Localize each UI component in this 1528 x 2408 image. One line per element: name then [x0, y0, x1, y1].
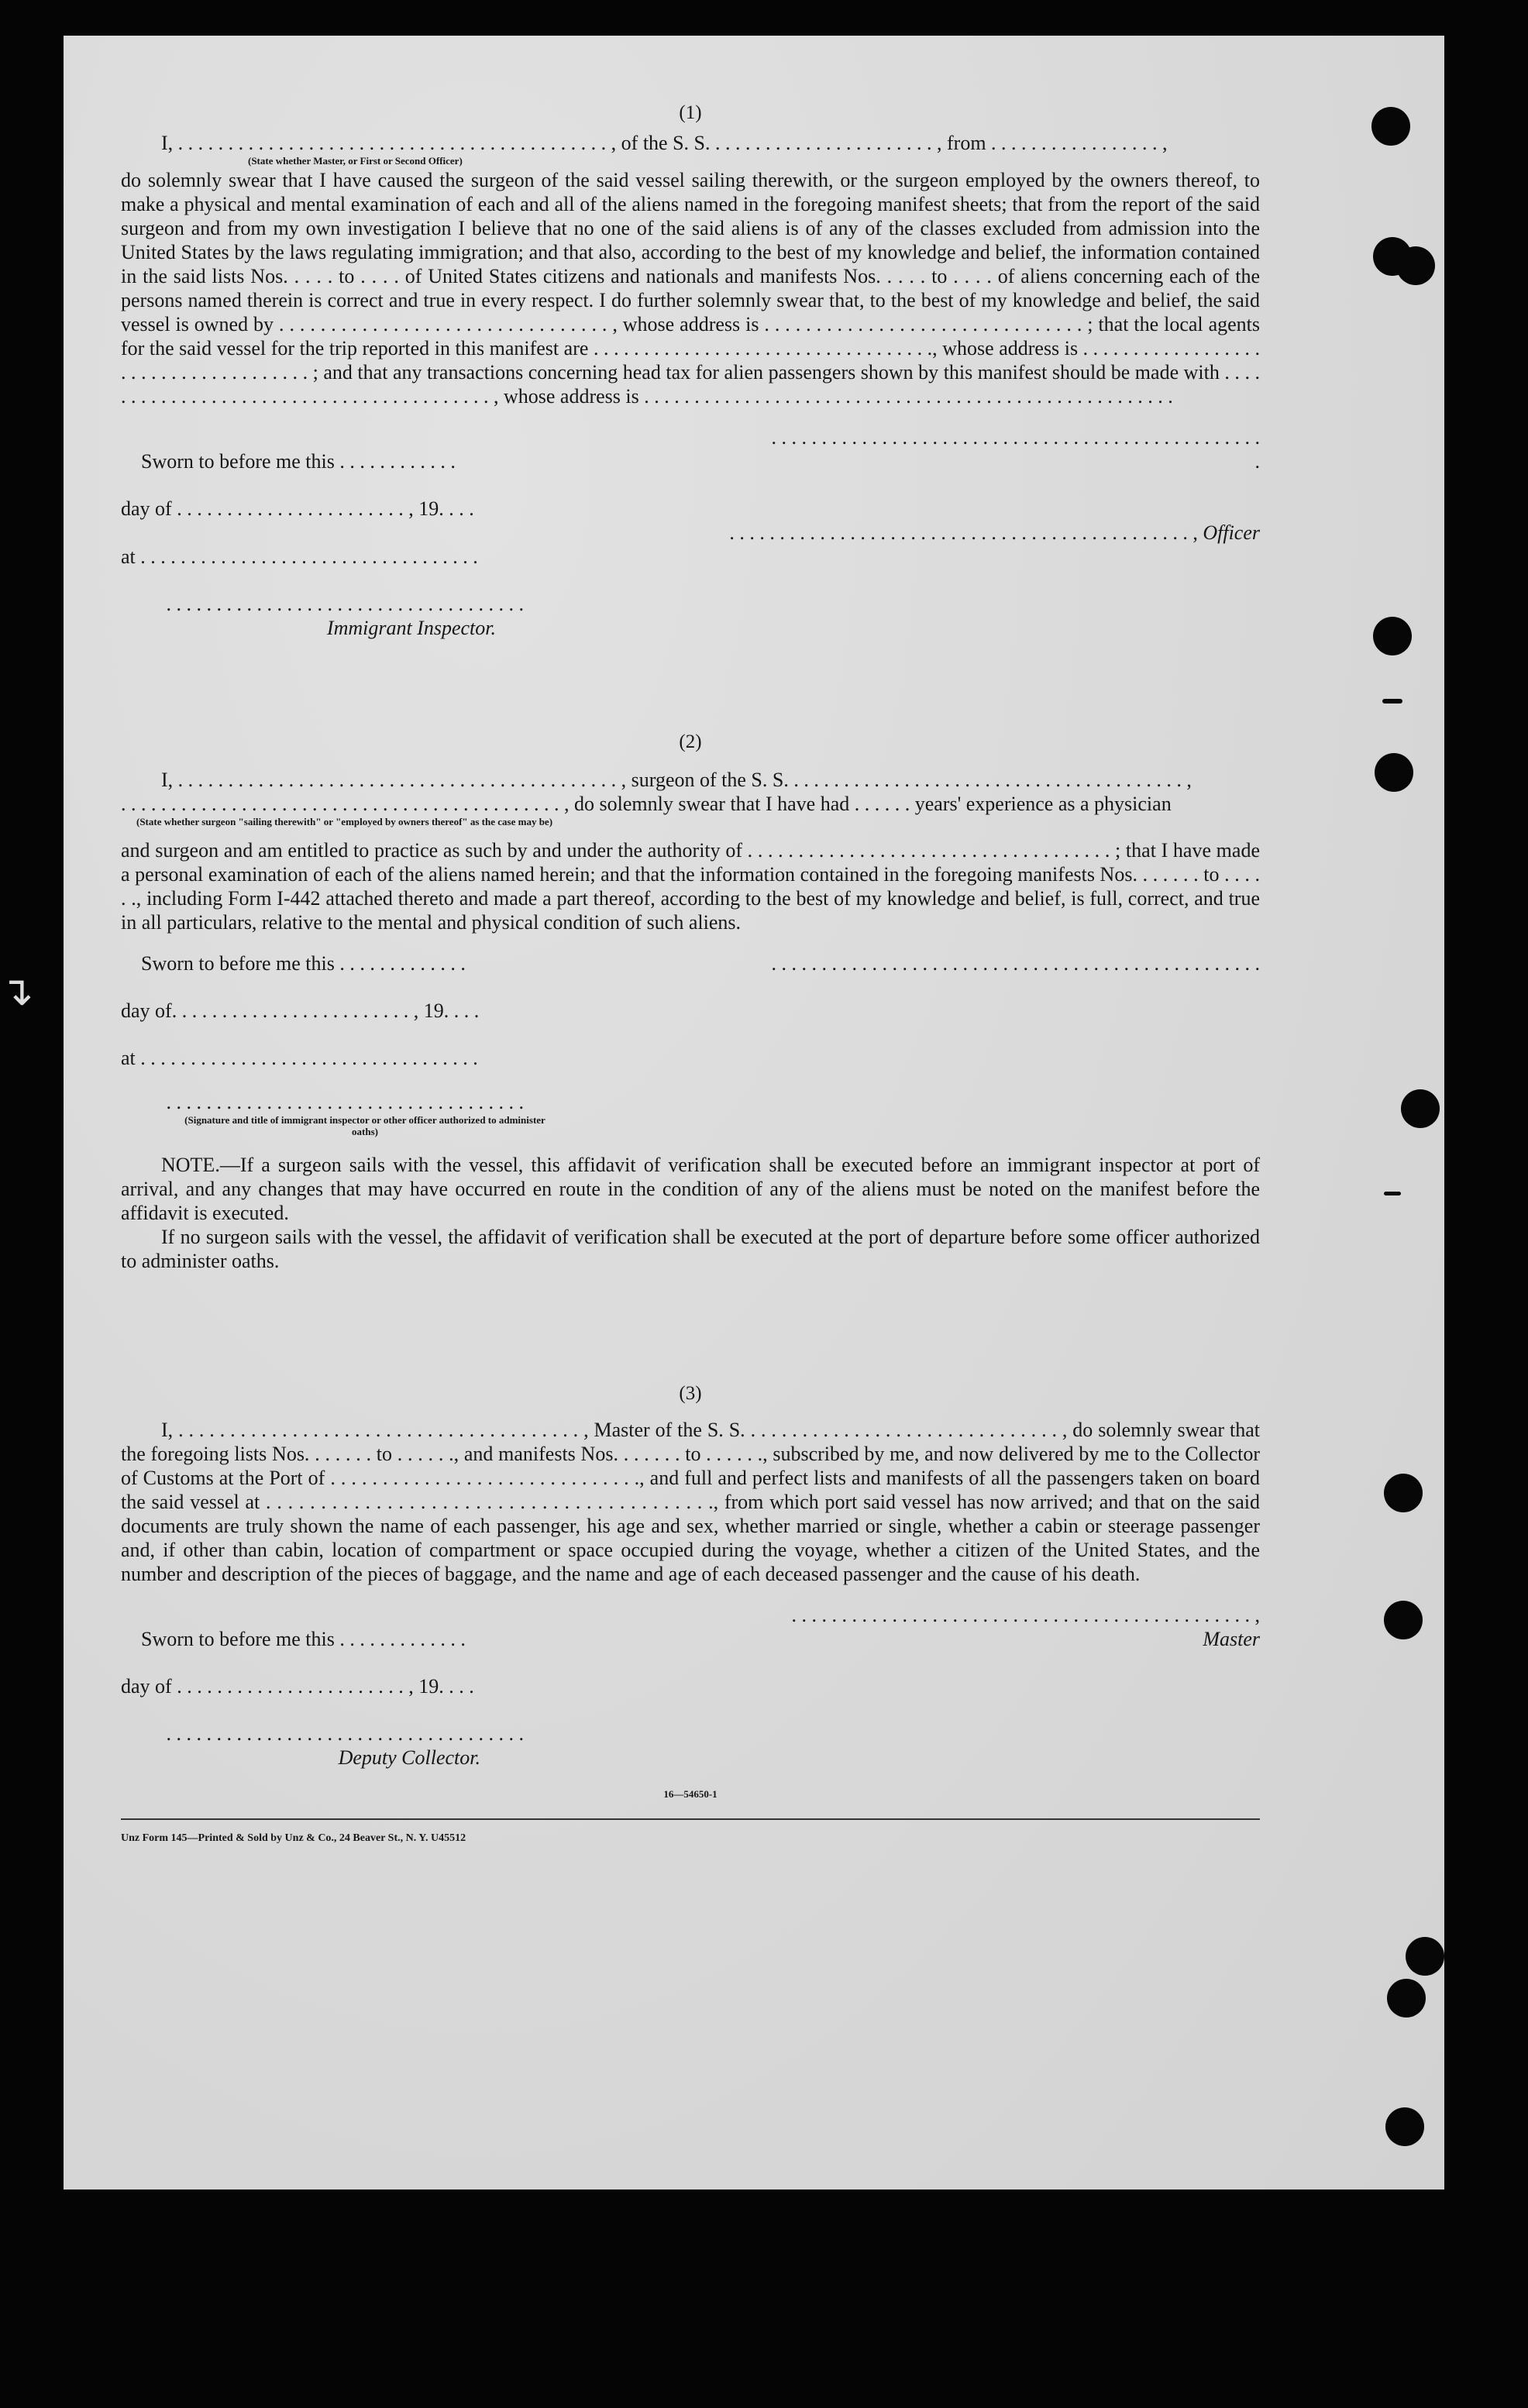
binder-hole-8 [1384, 1601, 1423, 1639]
section-2-sworn-row [121, 951, 1260, 975]
section-2-note: NOTE.—If a surgeon sails with the vessel, this affidavit of verification shall be executed before an immigrant inspector at port of arrival, and any changes that may have occurred en route in the condition of any of the aliens must be noted on the manifest before the affidavit is executed. [121, 1154, 1260, 1224]
section-2-second-line: . . . . . . . . . . . . . . . . . . . . . . . . . . . . . . . . . . . . . . . . . . . . , do solemnly swear that I have had . . . . . . years' experience as a physician [121, 793, 1172, 815]
section-1-oath-text: do solemnly swear that I have caused the surgeon of the said vessel sailing therewith, or the surgeon employed by the owners thereof, to make a physical and mental examination of each and all of the aliens named in the foregoing manifest sheets; that from the report of the said surgeon and from my own investigation I believe that no one of the said aliens is of any of the classes excluded from admission into the United States by the laws regulating immigration; and that also, according to the best of my knowledge and belief, the information contained in the said lists Nos. . . . . to . . . . of United States citizens and nationals and manifests Nos. . . . . to . . . . of aliens concerning each of the persons named therein is correct and true in every respect. I do further solemnly swear that, to the best of my knowledge and belief, the said vessel is owned by . . . . . . . . . . . . . . . . . . . . . . . . . . . . . . . . , whose address is . . . . . . . . . . . . . . . . . . . . . . . . . . . . . . . ; that the local agents for the said vessel for the trip reported in this manifest are . . . . . . . . . . . . . . . . . . . . . . . . . . . . . . . . . ., whose address is . . . . . . . . . . . . . . . . . . . . . . . . . . . . . . . . . . . . . ; and that any transactions concerning head tax for alien passengers shown by this manifest should be made with . . . . . . . . . . . . . . . . . . . . . . . . . . . . . . . . . . . . . . . . . , whose address is . . . . . . . . . . . . . . . . . . . . . . . . . . . . . . . . . . . . . . . . . . . . . . . . . . . . . [121, 169, 1260, 408]
section-2-number: (2) [679, 731, 702, 752]
section-2-inspector-caption: (Signature and title of immigrant inspector or other officer authorized to administer oaths) [184, 1114, 545, 1137]
section-2-note-2: If no surgeon sails with the vessel, the affidavit of verification shall be executed at the port of departure before some officer authorized to administer oaths. [121, 1226, 1260, 1272]
binder-hole-9 [1406, 1937, 1444, 1976]
section-3-collector-label: Deputy Collector. [338, 1746, 480, 1769]
form-code: 16—54650-1 [663, 1788, 718, 1800]
binder-hole-3 [1396, 246, 1435, 285]
margin-arrow-icon: ↴ [0, 968, 34, 1015]
section-1-caption: (State whether Master, or First or Second Officer) [248, 155, 463, 167]
section-1-inspector-label: Immigrant Inspector. [326, 617, 496, 639]
binder-mark-1 [1382, 699, 1402, 703]
section-1-inspector-dots: . . . . . . . . . . . . . . . . . . . . . . . . . . . . . . . . . . . . [166, 593, 524, 615]
section-1-number: (1) [679, 102, 702, 123]
binder-mark-2 [1384, 1192, 1401, 1195]
section-1 [121, 101, 1260, 640]
section-3-master-label: Master [1203, 1628, 1260, 1650]
section-1-officer-dots: . . . . . . . . . . . . . . . . . . . . . . . . . . . . . . . . . . . . . . . . . . . . . . , [729, 521, 1198, 544]
binder-hole-10 [1387, 1979, 1426, 2018]
section-2-inspector-dots: . . . . . . . . . . . . . . . . . . . . . . . . . . . . . . . . . . . . [166, 1091, 524, 1113]
section-1-at: at . . . . . . . . . . . . . . . . . . . . . . . . . . . . . . . . . . [121, 545, 478, 568]
section-2-signature-dots: . . . . . . . . . . . . . . . . . . . . . . . . . . . . . . . . . . . . . . . . . . . . . . . . . [771, 952, 1260, 975]
binder-hole-1 [1371, 107, 1410, 146]
binder-hole-11 [1385, 2107, 1424, 2146]
section-1-sworn-row [121, 425, 1260, 473]
section-1-officer-row [121, 521, 1260, 545]
section-3-collector-dots: . . . . . . . . . . . . . . . . . . . . . . . . . . . . . . . . . . . . [166, 1722, 524, 1745]
footer-divider [121, 1818, 1260, 1820]
section-3-oath-text: I, . . . . . . . . . . . . . . . . . . . . . . . . . . . . . . . . . . . . . . . , Master of the S. S. . . . . . . . . . . . . . . . . . . . . . . . . . . . . . . , do solemnly swear that the foregoing lists Nos. . . . . . . to . . . . . ., and manifests Nos. . . . . . . to . . . . . ., subscribed by me, and now delivered by me to the Collector of Customs at the Port of . . . . . . . . . . . . . . . . . . . . . . . . . . . . . ., and full and perfect lists and manifests of all the passengers taken on board the said vessel at . . . . . . . . . . . . . . . . . . . . . . . . . . . . . . . . . . . . . . . . ., from which port said vessel has now arrived; and that on the said documents are truly shown the name of each passenger, his age and sex, whether married or single, whether a cabin or steerage passenger and, if other than cabin, location of compartment or space occupied during the voyage, whether a citizen of the United States, and the number and description of the pieces of baggage, and the name and age of each deceased passenger and the cause of his death. [121, 1419, 1260, 1585]
section-1-signature-dots: . . . . . . . . . . . . . . . . . . . . . . . . . . . . . . . . . . . . . . . . . . . . . . . . . . [771, 426, 1260, 473]
binder-hole-7 [1384, 1474, 1423, 1512]
printer-footer: Unz Form 145—Printed & Sold by Unz & Co., 24 Beaver St., N. Y. U45512 [121, 1832, 466, 1844]
section-2-at: at . . . . . . . . . . . . . . . . . . . . . . . . . . . . . . . . . . [121, 1047, 478, 1069]
binder-hole-4 [1373, 617, 1412, 655]
section-3 [121, 1381, 1260, 1850]
section-3-day: day of . . . . . . . . . . . . . . . . . . . . . . . , 19. . . . [121, 1675, 474, 1698]
binder-hole-6 [1401, 1089, 1440, 1128]
binder-hole-5 [1375, 753, 1413, 792]
section-3-sworn-row [121, 1603, 1260, 1651]
section-2-sworn: Sworn to before me this . . . . . . . . . . . . . [141, 952, 466, 975]
section-1-officer-label: Officer [1203, 521, 1260, 544]
section-2-oath-text: and surgeon and am entitled to practice as such by and under the authority of . . . . . . . . . . . . . . . . . . . . . . . . . . . . . . . . . . . . ; that I have made a personal examination of each of the aliens named herein; and that the information contained in the foregoing manifests Nos. . . . . . . to . . . . . ., including Form I-442 attached thereto and made a part thereof, according to the best of my knowledge and belief, is full, correct, and true in all particulars, relative to the mental and physical condition of such aliens. [121, 839, 1260, 934]
document-body [121, 101, 1260, 1850]
section-3-master-row [764, 1603, 1260, 1651]
section-1-opening-line: I, . . . . . . . . . . . . . . . . . . . . . . . . . . . . . . . . . . . . . . . . . . . , of the S. S. . . . . . . . . . . . . . . . . . . . . . . , from . . . . . . . . . . . . . . . . . , [161, 132, 1168, 154]
section-1-sworn: Sworn to before me this . . . . . . . . . . . . [141, 450, 456, 473]
section-3-master-dots: . . . . . . . . . . . . . . . . . . . . . . . . . . . . . . . . . . . . . . . . . . . . . . , [791, 1604, 1260, 1626]
section-2 [121, 730, 1260, 1273]
section-3-sworn: Sworn to before me this . . . . . . . . . . . . . [141, 1628, 466, 1650]
section-2-opening-line: I, . . . . . . . . . . . . . . . . . . . . . . . . . . . . . . . . . . . . . . . . . . . . , surgeon of the S. S. . . . . . . . . . . . . . . . . . . . . . . . . . . . . . . . . . . . . . . . , [161, 769, 1192, 791]
section-3-number: (3) [679, 1383, 702, 1404]
section-2-caption: (State whether surgeon "sailing therewith" or "employed by owners thereof" as the case may be) [136, 816, 553, 827]
section-1-day: day of . . . . . . . . . . . . . . . . . . . . . . . , 19. . . . [121, 497, 474, 520]
section-2-day: day of. . . . . . . . . . . . . . . . . . . . . . . . , 19. . . . [121, 999, 480, 1022]
